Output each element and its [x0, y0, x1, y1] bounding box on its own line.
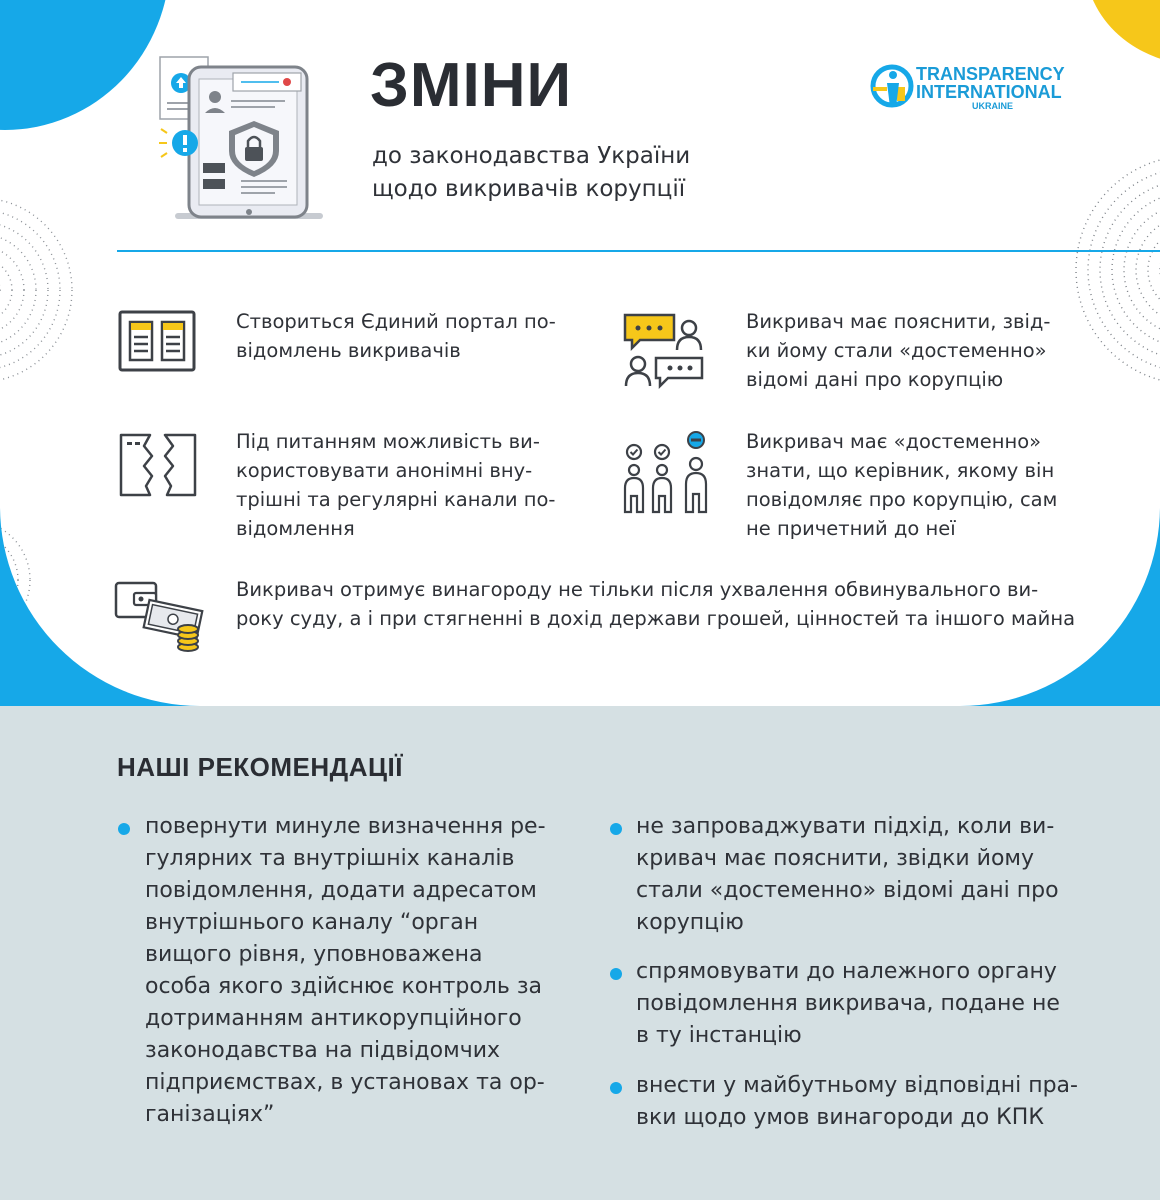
- item-line: Створиться Єдиний портал по-: [236, 310, 556, 333]
- item-line: ки йому стали «достеменно»: [746, 339, 1047, 362]
- item-line: Під питанням можливість ви-: [236, 430, 540, 453]
- portal-icon: [118, 310, 196, 372]
- item-line: користовувати анонімні вну-: [236, 459, 533, 482]
- item-line: повідомляє про корупцію, сам: [746, 488, 1058, 511]
- subtitle-line: щодо викривачів корупції: [372, 176, 686, 202]
- whistleblower-tablet-icon: [155, 55, 325, 225]
- reco-line: ганізаціях”: [145, 1102, 275, 1127]
- change-item-manager: [746, 427, 1057, 543]
- item-line: відомлень викривачів: [236, 339, 461, 362]
- item-line: знати, що керівник, якому він: [746, 459, 1055, 482]
- item-line: трішні та регулярні канали по-: [236, 488, 556, 511]
- divider: [117, 250, 1160, 252]
- reco-line: гулярних та внутрішніх каналів: [145, 846, 515, 871]
- chat-people-icon: [622, 312, 706, 390]
- decor-blue-circle: [0, 0, 170, 130]
- item-line: року суду, а і при стягненні в дохід держави грошей, цінностей та іншого майна: [236, 607, 1076, 630]
- reco-line: в ту інстанцію: [636, 1023, 802, 1048]
- change-item-anonymous: [236, 427, 555, 543]
- recommendation-item: [636, 1070, 1078, 1134]
- subtitle-line: до законодавства України: [372, 143, 691, 169]
- page-title: ЗМІНИ: [370, 51, 573, 120]
- reco-line: повернути минуле визначення ре-: [145, 814, 546, 839]
- reco-line: вищого рівня, уповноважена: [145, 942, 483, 967]
- reco-line: спрямовувати до належного органу: [636, 959, 1057, 984]
- recommendation-item: [636, 956, 1060, 1052]
- recommendation-item: [636, 811, 1059, 939]
- reco-line: законодавства на підвідомчих: [145, 1038, 501, 1063]
- reco-line: внутрішнього каналу “орган: [145, 910, 479, 935]
- reco-line: не запроваджувати підхід, коли ви-: [636, 814, 1055, 839]
- change-item-explain: [746, 307, 1050, 394]
- ti-logo-icon: [869, 63, 915, 113]
- item-line: Викривач має «достеменно»: [746, 430, 1042, 453]
- people-check-icon: [620, 430, 712, 516]
- torn-document-icon: [118, 432, 198, 498]
- change-item-portal: [236, 307, 556, 365]
- reco-line: вки щодо умов винагороди до КПК: [636, 1105, 1044, 1130]
- reco-line: кривач має пояснити, звідки йому: [636, 846, 1035, 871]
- ti-ukraine-logo: [869, 61, 1089, 121]
- item-line: Викривач має пояснити, звід-: [746, 310, 1051, 333]
- logo-line: UKRAINE: [972, 101, 1014, 111]
- reco-line: повідомлення, додати адресатом: [145, 878, 537, 903]
- decor-dots-right: [1040, 140, 1160, 400]
- item-line: Викривач отримує винагороду не тільки після ухвалення обвинувального ви-: [236, 578, 1039, 601]
- bullet-icon: [118, 823, 130, 835]
- decor-dots-left-low: [0, 500, 40, 650]
- item-line: відомі дані про корупцію: [746, 368, 1004, 391]
- decor-dots-left: [0, 190, 80, 390]
- reco-line: дотриманням антикорупційного: [145, 1006, 522, 1031]
- page-subtitle: [372, 140, 792, 206]
- bullet-icon: [610, 823, 622, 835]
- reco-line: особа якого здійснює контроль за: [145, 974, 543, 999]
- logo-line: INTERNATIONAL: [916, 82, 1062, 102]
- logo-text: [916, 65, 1065, 111]
- reco-line: корупцію: [636, 910, 744, 935]
- reco-line: стали «достеменно» відомі дані про: [636, 878, 1059, 903]
- logo-line: TRANSPARENCY: [916, 64, 1065, 84]
- recommendation-item: [145, 811, 546, 1131]
- decor-yellow-circle: [1085, 0, 1160, 65]
- money-icon: [112, 575, 208, 655]
- bullet-icon: [610, 968, 622, 980]
- reco-line: внести у майбутньому відповідні пра-: [636, 1073, 1078, 1098]
- change-item-reward: [236, 575, 1075, 633]
- reco-line: підприємствах, в установах та ор-: [145, 1070, 545, 1095]
- bullet-icon: [610, 1082, 622, 1094]
- recommendations-title: НАШІ РЕКОМЕНДАЦІЇ: [117, 752, 403, 782]
- reco-line: повідомлення викривача, подане не: [636, 991, 1060, 1016]
- item-line: не причетний до неї: [746, 517, 956, 540]
- item-line: відомлення: [236, 517, 355, 540]
